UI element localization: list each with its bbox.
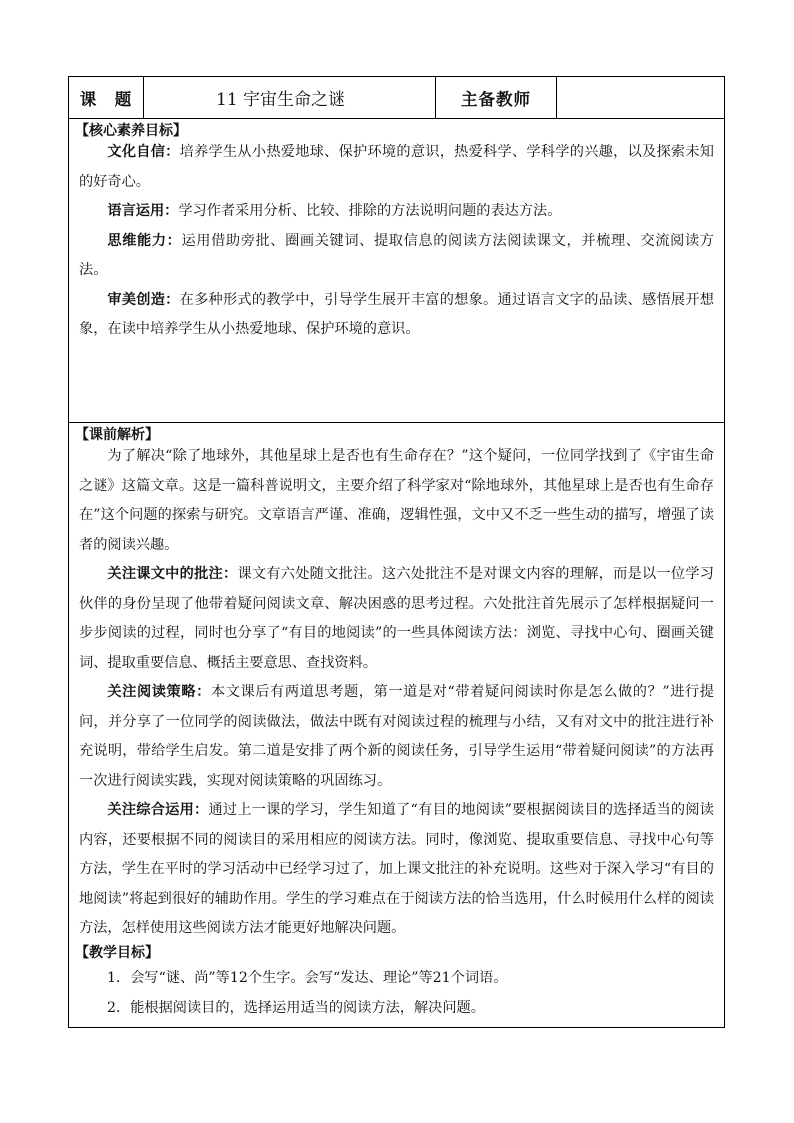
lesson-title: 11 宇宙生命之谜 xyxy=(216,90,346,110)
core-literacy-item xyxy=(69,197,724,227)
pre-analysis-item xyxy=(69,678,724,796)
item-label: 关注综合运用： xyxy=(107,802,209,818)
pre-analysis-intro: 为了解决“除了地球外，其他星球上是否也有生命存在？”这个疑问，一位同学找到了《宇宙生命之谜》这篇文章。这是一篇科普说明文，主要介绍了科学家对“除地球外，其他星球上是否也有生命存在”这个问题的探索与研究。文章语言严谨、准确，逻辑性强，文中又不乏一些生动的描写，增强了读者的阅读兴趣。 xyxy=(79,448,714,553)
teacher-label-cell xyxy=(436,77,557,118)
item-text: 运用借助旁批、圈画关键词、提取信息的阅读方法阅读课文，并梳理、交流阅读方法。 xyxy=(79,232,714,278)
item-label: 关注阅读策略： xyxy=(107,684,211,700)
course-label: 课 题 xyxy=(79,89,133,109)
item-text: 培养学生从小热爱地球、保护环境的意识，热爱科学、学科学的兴趣，以及探索未知的好奇心。 xyxy=(79,144,714,190)
pre-analysis-item xyxy=(69,560,724,678)
lesson-plan-table xyxy=(68,76,725,1028)
teaching-goals-block xyxy=(68,938,725,1028)
item-text: 本文课后有两道思考题，第一道是对“带着疑问阅读时你是怎么做的？”进行提问，并分享了一位同学的阅读做法，做法中既有对阅读过程的梳理与小结，又有对文中的批注进行补充说明，带给学生启发。第二道是安排了两个新的阅读任务，引导学生运用“带着疑问阅读”的方法再一次进行阅读实践，实现对阅读策略的巩固练习。 xyxy=(79,684,714,789)
item-label: 审美创造： xyxy=(107,291,180,308)
core-literacy-item xyxy=(69,286,724,345)
core-literacy-item xyxy=(69,138,724,197)
lesson-title-cell xyxy=(144,77,436,118)
teacher-label: 主备教师 xyxy=(461,89,531,109)
teacher-value-cell xyxy=(557,77,724,118)
teaching-goal-item: 2．能根据阅读目的，选择运用适当的阅读方法，解决问题。 xyxy=(107,1000,485,1016)
pre-analysis-heading: 【课前解析】 xyxy=(75,427,159,443)
item-label: 关注课文中的批注： xyxy=(107,566,238,582)
item-text: 课文有六处随文批注。这六处批注不是对课文内容的理解，而是以一位学习伙伴的身份呈现了他带着疑问阅读文章、解决困惑的思考过程。六处批注首先展示了怎样根据疑问一步步阅读的过程，同时也分享了“有目的地阅读”的一些具体阅读方法：浏览、寻找中心句、圈画关键词、提取重要信息、概括主要意思、查找资料。 xyxy=(79,566,714,671)
header-row xyxy=(69,77,724,119)
core-literacy-item xyxy=(69,227,724,286)
item-text: 学习作者采用分析、比较、排除的方法说明问题的表达方法。 xyxy=(178,203,562,219)
core-literacy-section xyxy=(69,119,724,423)
teaching-goals-heading: 【教学目标】 xyxy=(75,945,159,961)
pre-analysis-section xyxy=(69,423,724,1013)
core-literacy-heading: 【核心素养目标】 xyxy=(75,123,187,139)
pre-analysis-item xyxy=(69,796,724,944)
item-label: 语言运用： xyxy=(107,203,179,219)
course-label-cell xyxy=(69,77,144,118)
item-text: 通过上一课的学习，学生知道了“有目的地阅读”要根据阅读目的选择适当的阅读内容，还要根据不同的阅读目的采用相应的阅读方法。同时，像浏览、提取重要信息、寻找中心句等方法，学生在平时的学习活动中已经学习过了，加上课文批注的补充说明。这些对于深入学习“有目的地阅读”将起到很好的辅助作用。学生的学习难点在于阅读方法的恰当选用，什么时候用什么样的阅读方法，怎样使用这些阅读方法才能更好地解决问题。 xyxy=(79,802,714,936)
item-text: 在多种形式的教学中，引导学生展开丰富的想象。通过语言文字的品读、感悟展开想象，在读中培养学生从小热爱地球、保护环境的意识。 xyxy=(79,291,714,337)
teaching-goal-item: 1．会写“谜、尚”等12个生字。会写“发达、理论”等21个词语。 xyxy=(107,970,508,986)
item-label: 文化自信： xyxy=(107,144,180,160)
item-label: 思维能力： xyxy=(107,232,182,249)
